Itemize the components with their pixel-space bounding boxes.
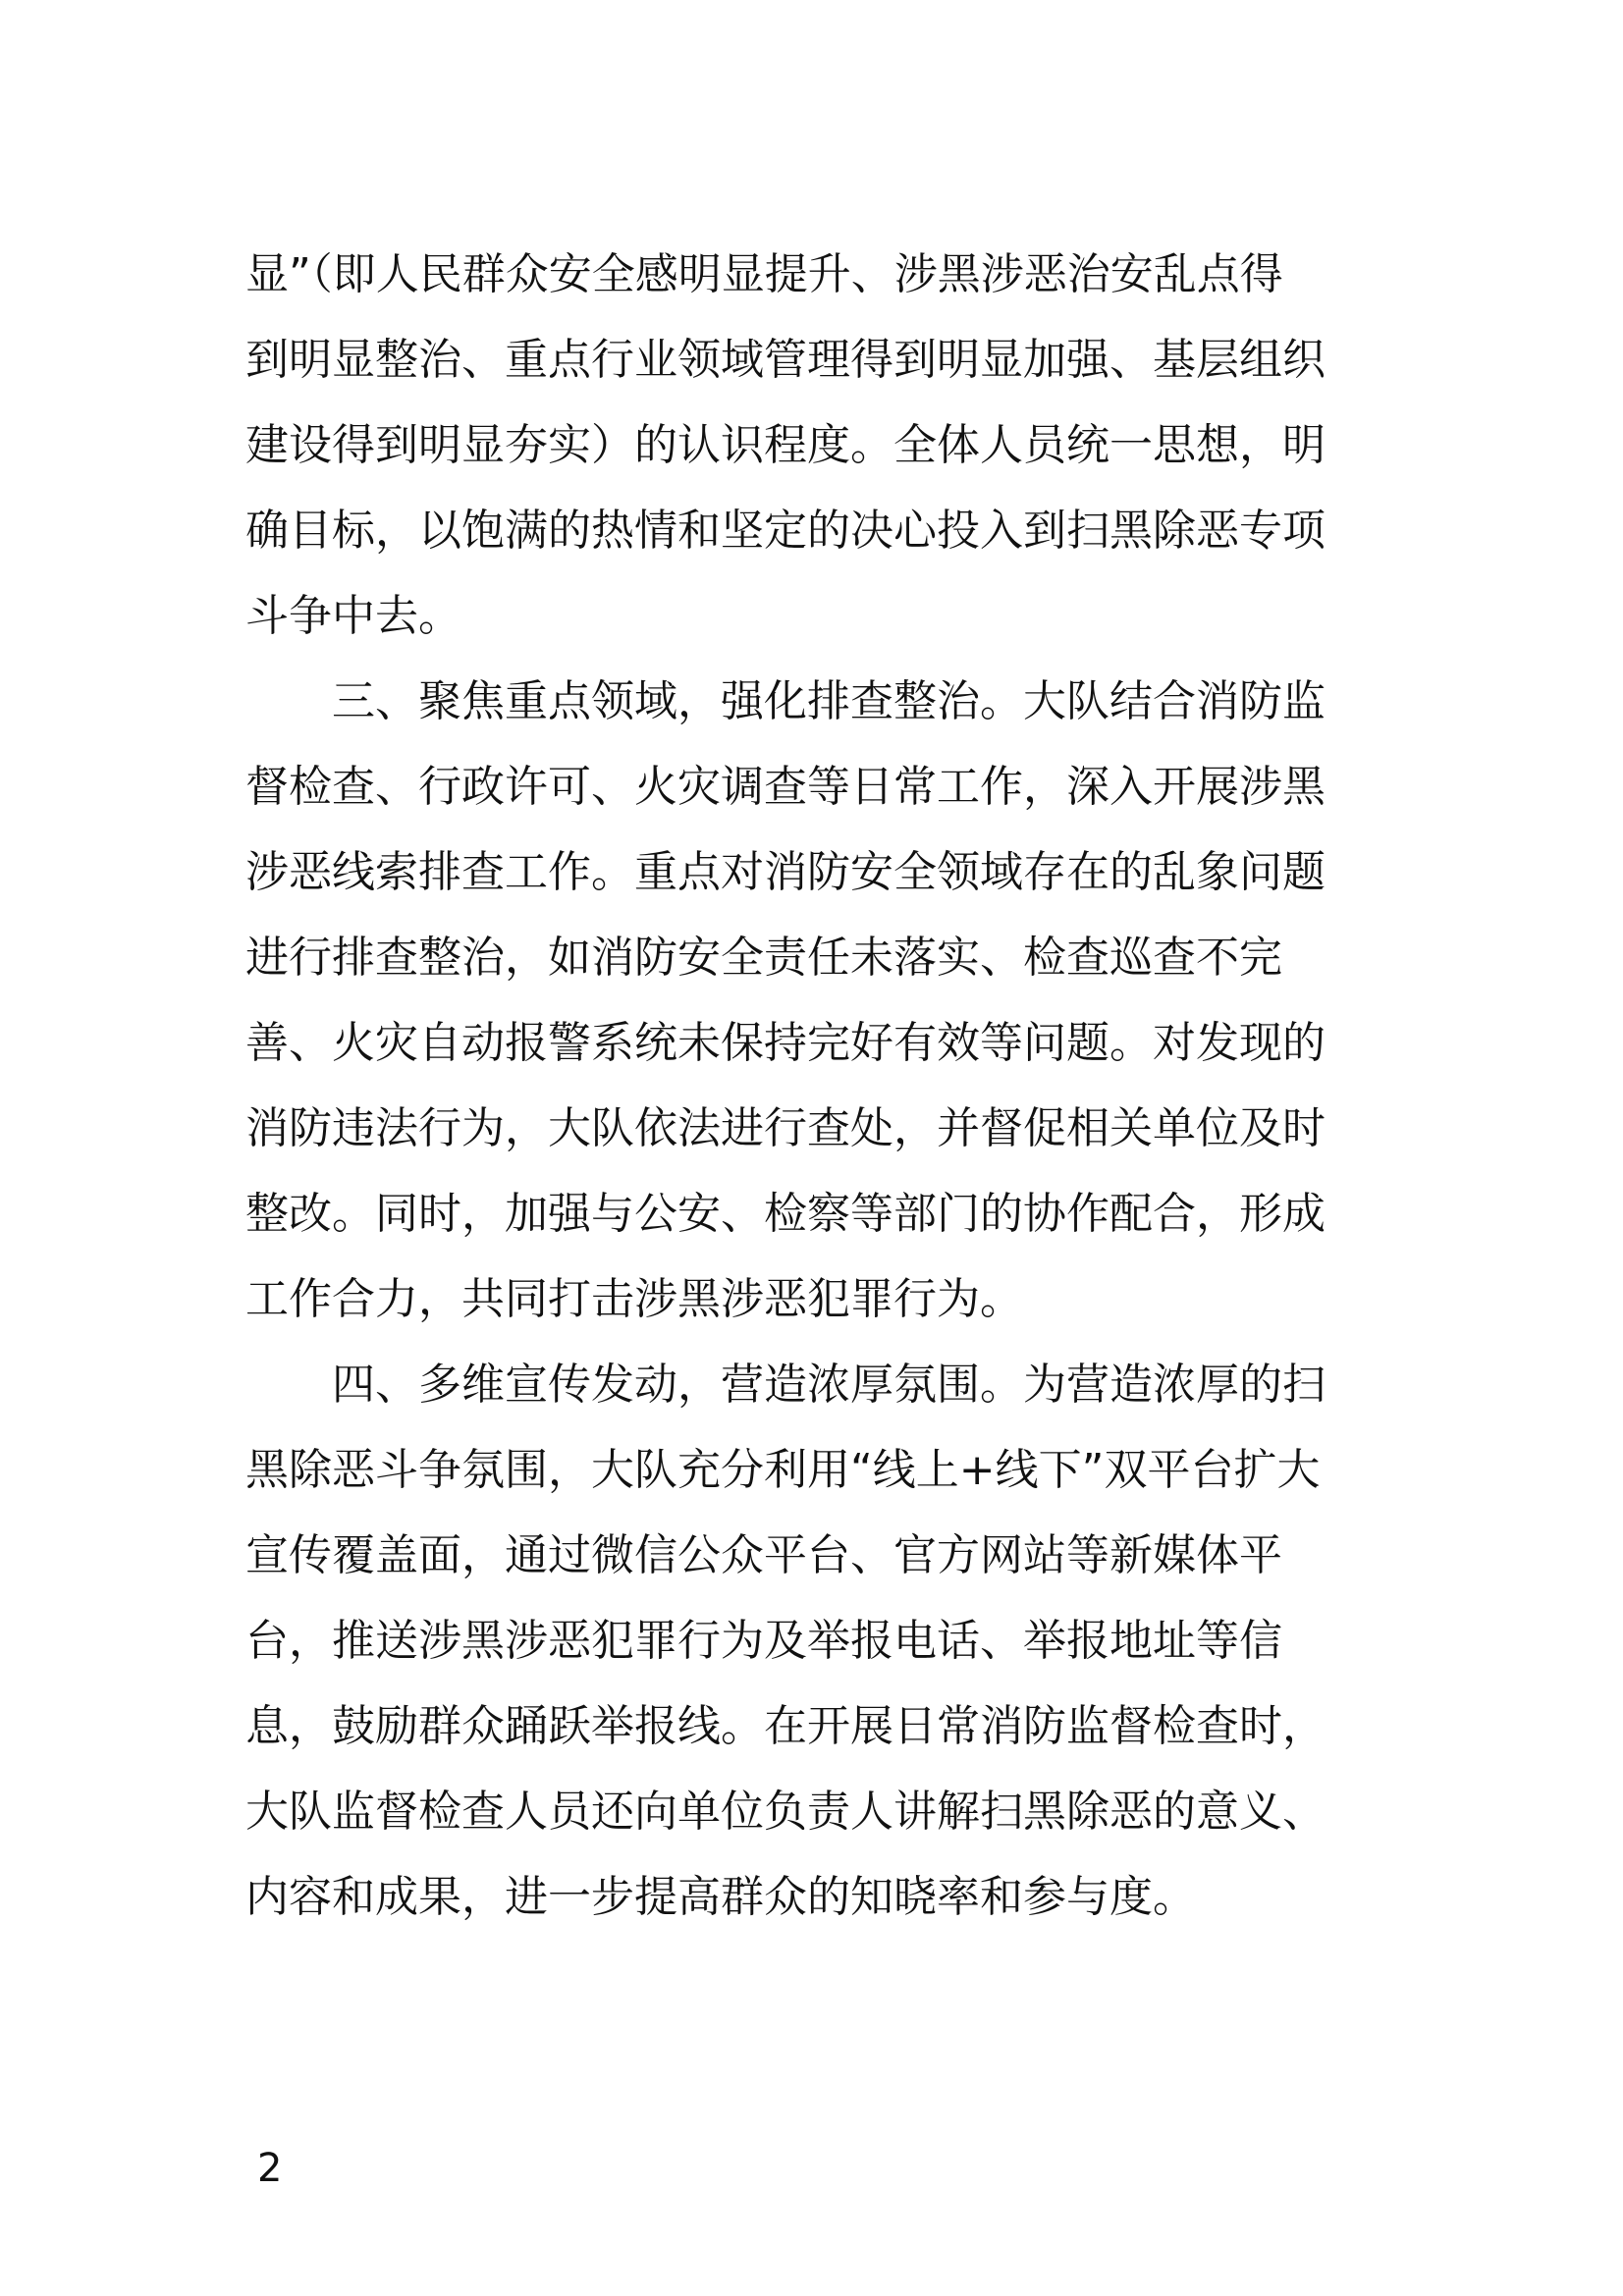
text-line: 涉恶线索排查工作。重点对消防安全领域存在的乱象问题 [245,847,1325,897]
text-line: 内容和成果，进一步提高群众的知晓率和参与度。 [245,1872,1196,1922]
text-line: 进行排查整治，如消防安全责任未落实、检查巡查不完 [245,933,1282,983]
text-line: 到明显整治、重点行业领域管理得到明显加强、基层组织 [245,335,1325,385]
text-line: 确目标，以饱满的热情和坚定的决心投入到扫黑除恶专项 [245,506,1325,556]
text-line: 黑除恶斗争氛围，大队充分利用“线上+线下”双平台扩大 [245,1445,1321,1495]
section-four-heading-line: 四、多维宣传发动，营造浓厚氛围。为营造浓厚的扫 [332,1360,1325,1410]
text-line: 息，鼓励群众踊跃举报线。在开展日常消防监督检查时， [245,1701,1325,1751]
text-line: 宣传覆盖面，通过微信公众平台、官方网站等新媒体平 [245,1530,1282,1580]
text-line: 工作合力，共同打击涉黑涉恶犯罪行为。 [245,1274,1023,1324]
text-line: 建设得到明显夯实）的认识程度。全体人员统一思想，明 [245,420,1325,470]
text-line: 消防违法行为，大队依法进行查处，并督促相关单位及时 [245,1103,1325,1153]
text-line: 台，推送涉黑涉恶犯罪行为及举报电话、举报地址等信 [245,1616,1282,1666]
body-text [245,232,1404,1940]
text-line: 显”（即人民群众安全感明显提升、涉黑涉恶治安乱点得 [245,249,1283,299]
text-line: 大队监督检查人员还向单位负责人讲解扫黑除恶的意义、 [245,1787,1325,1837]
text-line: 善、火灾自动报警系统未保持完好有效等问题。对发现的 [245,1018,1325,1068]
section-three-heading-line: 三、聚焦重点领域，强化排查整治。大队结合消防监 [332,676,1325,726]
text-line: 督检查、行政许可、火灾调查等日常工作，深入开展涉黑 [245,762,1325,812]
text-line: 斗争中去。 [245,591,461,641]
page-number: 2 [257,2146,283,2191]
text-line: 整改。同时，加强与公安、检察等部门的协作配合，形成 [245,1189,1325,1239]
